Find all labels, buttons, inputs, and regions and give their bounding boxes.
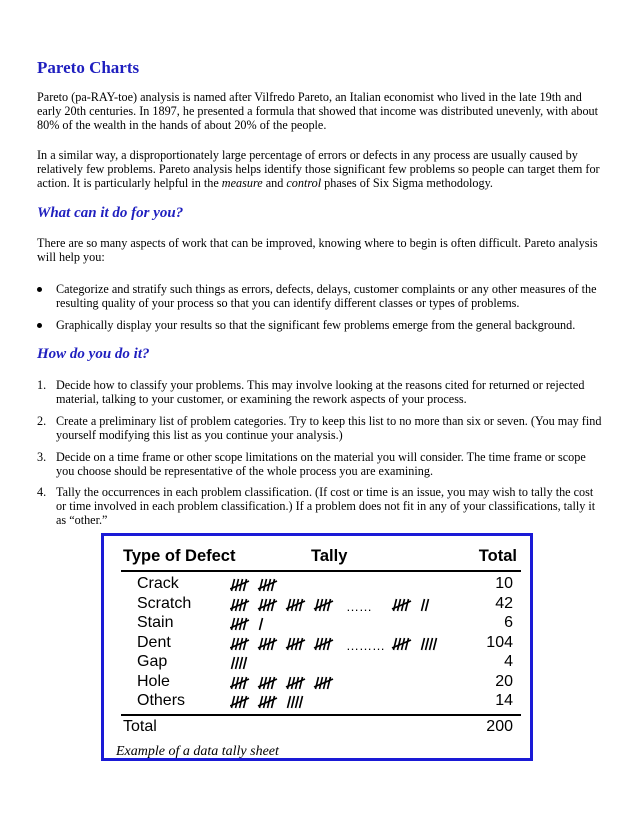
step-text: Tally the occurrences in each problem classification. (If cost or time is an issue, you may wish to tally the cost or time involved in each problem classification.) If a problem does not fit in any of your classifications, tally it as “other.” bbox=[56, 485, 596, 528]
tally-stroke bbox=[232, 638, 235, 650]
tally-stroke bbox=[300, 677, 303, 689]
tally-stroke bbox=[272, 677, 275, 689]
tally-stroke bbox=[328, 677, 331, 689]
intro-paragraph-1: Pareto (pa-RAY-toe) analysis is named after Vilfredo Pareto, an Italian economist who lived in the late 19th and early 20th centuries. In 1897, he presented a formula that showed that income was distributed unevenly, with about 80% of the wealth in the hands of about 20% of the people. bbox=[37, 90, 599, 133]
step-text: Decide on a time frame or other scope limitations on the material you will consider. The time frame or scope you choose should be representative of the whole process you are examining. bbox=[56, 450, 586, 479]
defect-total-value: 20 bbox=[495, 672, 513, 690]
tally-stroke bbox=[288, 677, 291, 689]
column-header-total: Total bbox=[478, 547, 517, 565]
tally-stroke bbox=[300, 599, 303, 611]
tally-row bbox=[119, 692, 521, 711]
total-value: 200 bbox=[486, 718, 513, 735]
tally-marks bbox=[230, 578, 470, 593]
tally-row bbox=[119, 673, 521, 692]
page-title: Pareto Charts bbox=[37, 58, 140, 77]
tally-sheet-figure bbox=[101, 533, 533, 761]
column-header-type: Type of Defect bbox=[123, 547, 236, 565]
step-number: 2. bbox=[37, 414, 47, 428]
tally-stroke bbox=[232, 599, 235, 611]
tally-stroke bbox=[430, 638, 433, 650]
tally-stroke bbox=[422, 638, 425, 650]
intro-p2-before: In a similar way, a disproportionately large percentage of errors or defects in any process are usually caused by relatively few problems. Pareto analysis helps identify those significant few problems so people can target them for action. It is particularly helpful in the bbox=[37, 148, 600, 191]
tally-ellipsis: …… bbox=[346, 598, 372, 613]
bullet-icon bbox=[37, 287, 42, 292]
tally-stroke bbox=[260, 599, 263, 611]
figure-caption: Example of a data tally sheet bbox=[116, 744, 279, 759]
defect-total-value: 104 bbox=[486, 633, 513, 651]
section-heading-what: What can it do for you? bbox=[37, 205, 184, 221]
intro-p2-and: and bbox=[262, 176, 287, 191]
step-number: 1. bbox=[37, 378, 47, 392]
tally-stroke bbox=[406, 599, 409, 611]
tally-marks bbox=[230, 656, 470, 671]
tally-stroke bbox=[272, 579, 275, 591]
tally-stroke bbox=[288, 599, 291, 611]
tally-stroke bbox=[260, 696, 263, 708]
step-number: 3. bbox=[37, 450, 47, 464]
tally-stroke bbox=[244, 638, 247, 650]
intro-paragraph-2 bbox=[37, 148, 603, 191]
tally-row bbox=[119, 653, 521, 672]
bullet-text: Categorize and stratify such things as errors, defects, delays, customer complaints or any other measures of the resulting quality of your process so that you can identify different classes or types of problems. bbox=[56, 282, 597, 311]
total-row bbox=[119, 718, 521, 737]
header-rule bbox=[121, 570, 521, 572]
tally-stroke bbox=[316, 638, 319, 650]
tally-stroke bbox=[260, 618, 263, 630]
tally-marks bbox=[230, 695, 470, 710]
tally-stroke bbox=[296, 696, 299, 708]
tally-stroke bbox=[394, 638, 397, 650]
step-text: Decide how to classify your problems. This may involve looking at the reasons cited for returned or rejected material, talking to your customer, or examining the rework aspects of your process. bbox=[56, 378, 585, 407]
tally-stroke bbox=[244, 618, 247, 630]
tally-stroke bbox=[426, 638, 429, 650]
tally-stroke bbox=[244, 657, 247, 669]
tally-stroke bbox=[292, 696, 295, 708]
column-header-tally: Tally bbox=[311, 547, 348, 565]
tally-stroke bbox=[232, 618, 235, 630]
tally-row bbox=[119, 614, 521, 633]
tally-stroke bbox=[406, 638, 409, 650]
tally-stroke bbox=[394, 599, 397, 611]
tally-stroke bbox=[272, 696, 275, 708]
tally-stroke bbox=[434, 638, 437, 650]
tally-stroke bbox=[316, 599, 319, 611]
bullet-text: Graphically display your results so that the significant few problems emerge from the general background. bbox=[56, 318, 576, 332]
tally-stroke bbox=[422, 599, 425, 611]
tally-stroke bbox=[260, 579, 263, 591]
tally-marks bbox=[230, 637, 470, 652]
tally-stroke bbox=[260, 638, 263, 650]
defect-total-value: 6 bbox=[504, 614, 513, 631]
tally-ellipsis: ……… bbox=[346, 637, 385, 652]
tally-stroke bbox=[328, 638, 331, 650]
step-item bbox=[37, 378, 603, 406]
total-rule bbox=[121, 714, 521, 716]
tally-stroke bbox=[244, 599, 247, 611]
tally-stroke bbox=[240, 657, 243, 669]
defect-type-label: Dent bbox=[137, 633, 171, 651]
step-item bbox=[37, 485, 603, 528]
intro-p2-measure: measure bbox=[221, 176, 263, 191]
bullet-icon bbox=[37, 323, 42, 328]
defect-type-label: Scratch bbox=[137, 594, 192, 612]
tally-stroke bbox=[232, 677, 235, 689]
tally-row bbox=[119, 575, 521, 594]
bullet-item bbox=[37, 282, 603, 310]
tally-marks bbox=[230, 676, 470, 691]
intro-p2-after: phases of Six Sigma methodology. bbox=[321, 176, 493, 191]
tally-stroke bbox=[300, 638, 303, 650]
intro-p2-control: control bbox=[286, 176, 322, 191]
tally-row bbox=[119, 595, 521, 614]
tally-sheet bbox=[119, 541, 521, 741]
tally-stroke bbox=[272, 599, 275, 611]
step-item bbox=[37, 450, 603, 478]
tally-stroke bbox=[232, 579, 235, 591]
section1-paragraph: There are so many aspects of work that can be improved, knowing where to begin is often difficult. Pareto analysis will help you: bbox=[37, 236, 598, 265]
tally-stroke bbox=[260, 677, 263, 689]
tally-marks bbox=[230, 617, 470, 632]
tally-stroke bbox=[426, 599, 429, 611]
tally-stroke bbox=[328, 599, 331, 611]
tally-stroke bbox=[316, 677, 319, 689]
section-heading-how: How do you do it? bbox=[37, 346, 150, 362]
defect-type-label: Hole bbox=[137, 672, 170, 690]
defect-type-label: Crack bbox=[137, 575, 179, 592]
defect-type-label: Others bbox=[137, 692, 186, 709]
tally-stroke bbox=[300, 696, 303, 708]
tally-stroke bbox=[272, 638, 275, 650]
step-text: Create a preliminary list of problem categories. Try to keep this list to no more than six or seven. (You may find yourself modifying this list as you continue your analysis.) bbox=[56, 414, 602, 443]
defect-type-label: Stain bbox=[137, 614, 174, 631]
tally-stroke bbox=[244, 579, 247, 591]
tally-stroke bbox=[244, 696, 247, 708]
defect-total-value: 4 bbox=[504, 653, 513, 670]
tally-stroke bbox=[288, 638, 291, 650]
step-number: 4. bbox=[37, 485, 47, 499]
bullet-item bbox=[37, 318, 603, 332]
defect-total-value: 10 bbox=[495, 575, 513, 592]
tally-row bbox=[119, 634, 521, 653]
defect-total-value: 42 bbox=[495, 594, 513, 612]
tally-stroke bbox=[236, 657, 239, 669]
tally-stroke bbox=[232, 657, 235, 669]
tally-stroke bbox=[288, 696, 291, 708]
total-label: Total bbox=[123, 718, 157, 735]
defect-total-value: 14 bbox=[495, 692, 513, 709]
tally-stroke bbox=[232, 696, 235, 708]
step-item bbox=[37, 414, 603, 442]
tally-marks bbox=[230, 598, 470, 613]
defect-type-label: Gap bbox=[137, 653, 168, 670]
tally-stroke bbox=[244, 677, 247, 689]
